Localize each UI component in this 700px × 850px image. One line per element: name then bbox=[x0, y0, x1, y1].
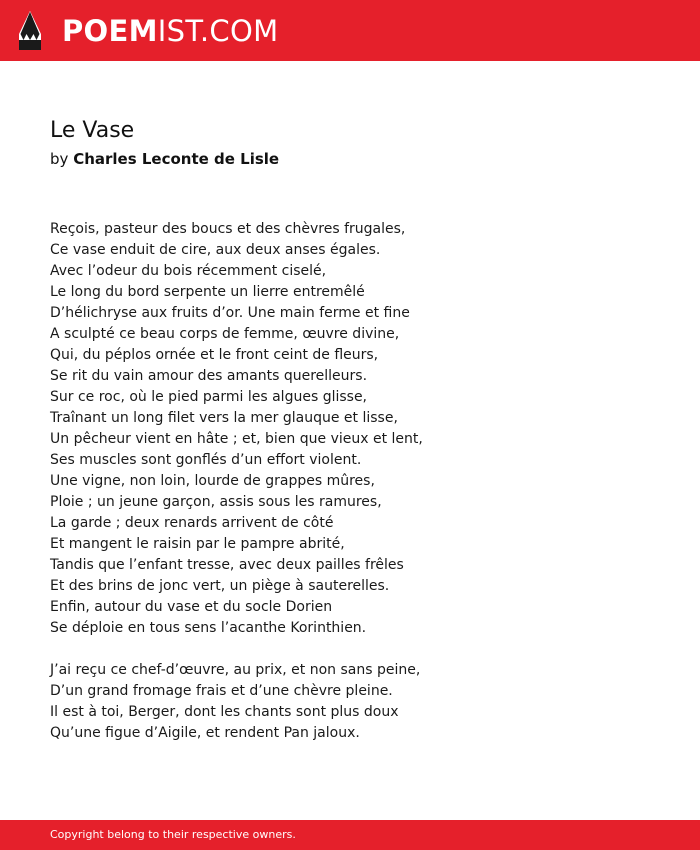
poem-line: A sculpté ce beau corps de femme, œuvre divine, bbox=[50, 326, 400, 342]
poem-line: Ce vase enduit de cire, aux deux anses égales. bbox=[50, 242, 381, 258]
poem-byline bbox=[50, 149, 279, 169]
poem-line: Et mangent le raisin par le pampre abrité, bbox=[50, 536, 345, 552]
poem-line: La garde ; deux renards arrivent de côté bbox=[50, 515, 334, 531]
by-label: by bbox=[50, 150, 69, 168]
poem-body bbox=[50, 219, 670, 765]
poem-line: Se déploie en tous sens l’acanthe Korinthien. bbox=[50, 620, 367, 636]
poem-line: Reçois, pasteur des boucs et des chèvres frugales, bbox=[50, 221, 406, 237]
poem-line: Qu’une figue d’Aigile, et rendent Pan jaloux. bbox=[50, 725, 360, 741]
site-logo-text bbox=[62, 10, 278, 52]
logo-bold-part: POEM bbox=[62, 14, 158, 48]
poem-line: Le long du bord serpente un lierre entremêlé bbox=[50, 284, 365, 300]
poem-line: Ploie ; un jeune garçon, assis sous les ramures, bbox=[50, 494, 382, 510]
poem-line: J’ai reçu ce chef-d’œuvre, au prix, et non sans peine, bbox=[50, 662, 421, 678]
site-logo-link[interactable] bbox=[18, 10, 278, 52]
poem-line: Un pêcheur vient en hâte ; et, bien que vieux et lent, bbox=[50, 431, 423, 447]
site-header bbox=[0, 0, 700, 61]
poem-stanza bbox=[50, 660, 670, 744]
poem-line: Qui, du péplos ornée et le front ceint de fleurs, bbox=[50, 347, 379, 363]
poem-line: Une vigne, non loin, lourde de grappes mûres, bbox=[50, 473, 375, 489]
poem-line: Et des brins de jonc vert, un piège à sauterelles. bbox=[50, 578, 390, 594]
pencil-tip-icon bbox=[18, 10, 42, 52]
poem-line: Ses muscles sont gonflés d’un effort violent. bbox=[50, 452, 362, 468]
poem-line: Avec l’odeur du bois récemment ciselé, bbox=[50, 263, 327, 279]
poem-title: Le Vase bbox=[50, 118, 135, 143]
logo-light-part: IST.COM bbox=[157, 14, 279, 48]
poem-author: Charles Leconte de Lisle bbox=[73, 150, 280, 168]
poem-line: D’hélichryse aux fruits d’or. Une main ferme et fine bbox=[50, 305, 410, 321]
poem-line: Traînant un long filet vers la mer glauque et lisse, bbox=[50, 410, 398, 426]
poem-line: Il est à toi, Berger, dont les chants sont plus doux bbox=[50, 704, 399, 720]
copyright-notice: Copyright belong to their respective owners. bbox=[50, 828, 296, 841]
poem-line: Se rit du vain amour des amants querelleurs. bbox=[50, 368, 368, 384]
site-footer bbox=[0, 820, 700, 850]
poem-line: Enfin, autour du vase et du socle Dorien bbox=[50, 599, 333, 615]
poem-stanza bbox=[50, 219, 670, 639]
poem-line: Sur ce roc, où le pied parmi les algues glisse, bbox=[50, 389, 368, 405]
poem-line: Tandis que l’enfant tresse, avec deux pailles frêles bbox=[50, 557, 404, 573]
poem-line: D’un grand fromage frais et d’une chèvre pleine. bbox=[50, 683, 393, 699]
